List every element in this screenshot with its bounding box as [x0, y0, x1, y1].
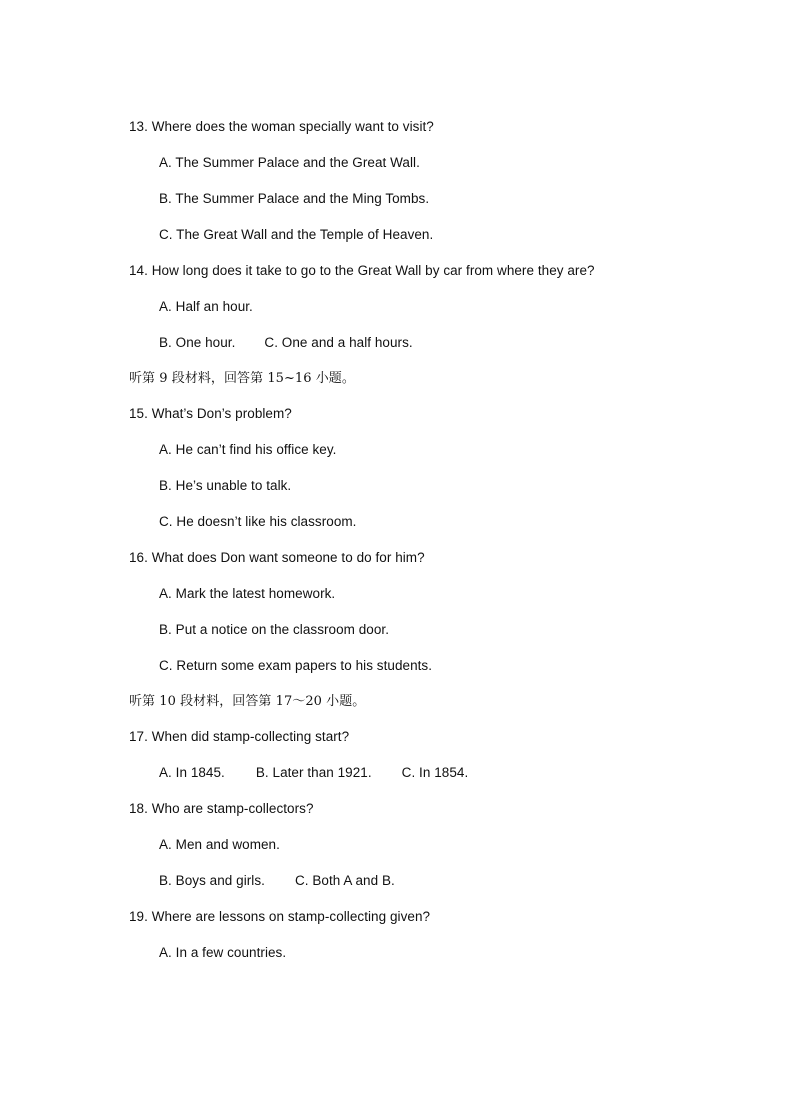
- question-19-option-a: A. In a few countries.: [159, 945, 287, 960]
- section-10-instruction: 听第 10 段材料，回答第 17～20 小题。: [129, 694, 366, 709]
- question-18-option-c: C. Both A and B.: [294, 873, 395, 888]
- question-18-stem: 18. Who are stamp-collectors?: [129, 801, 314, 816]
- question-13-option-c: C. The Great Wall and the Temple of Heaven.: [159, 227, 434, 242]
- question-13-stem: 13. Where does the woman specially want to visit?: [129, 119, 434, 134]
- question-16-option-c: C. Return some exam papers to his students.: [159, 658, 433, 673]
- question-14-option-a: A. Half an hour.: [159, 299, 253, 314]
- question-16-option-a: A. Mark the latest homework.: [159, 586, 336, 601]
- question-14-option-b: B. One hour.: [159, 335, 236, 350]
- question-14-option-c: C. One and a half hours.: [264, 335, 413, 350]
- question-16-stem: 16. What does Don want someone to do for him?: [129, 550, 425, 565]
- question-16-option-b: B. Put a notice on the classroom door.: [159, 622, 390, 637]
- question-19-stem: 19. Where are lessons on stamp-collecting given?: [129, 909, 431, 924]
- question-17-option-b: B. Later than 1921.: [255, 765, 372, 780]
- section-9-instruction: 听第 9 段材料，回答第 15~16 小题。: [129, 371, 355, 386]
- question-14-stem: 14. How long does it take to go to the Great Wall by car from where they are?: [129, 263, 595, 278]
- question-15-option-c: C. He doesn’t like his classroom.: [159, 514, 357, 529]
- question-17-option-c: C. In 1854.: [401, 765, 469, 780]
- question-14-options-bc: [159, 334, 413, 352]
- question-18-option-b: B. Boys and girls.: [159, 873, 265, 888]
- question-15-stem: 15. What’s Don’s problem?: [129, 406, 292, 421]
- question-15-option-b: B. He’s unable to talk.: [159, 478, 292, 493]
- question-18-option-a: A. Men and women.: [159, 837, 280, 852]
- question-17-option-a: A. In 1845.: [159, 765, 225, 780]
- question-15-option-a: A. He can’t find his office key.: [159, 442, 337, 457]
- question-13-option-b: B. The Summer Palace and the Ming Tombs.: [159, 191, 430, 206]
- question-18-options-bc: [159, 872, 395, 890]
- question-17-options: [159, 764, 468, 782]
- question-17-stem: 17. When did stamp-collecting start?: [129, 729, 350, 744]
- question-13-option-a: A. The Summer Palace and the Great Wall.: [159, 155, 420, 170]
